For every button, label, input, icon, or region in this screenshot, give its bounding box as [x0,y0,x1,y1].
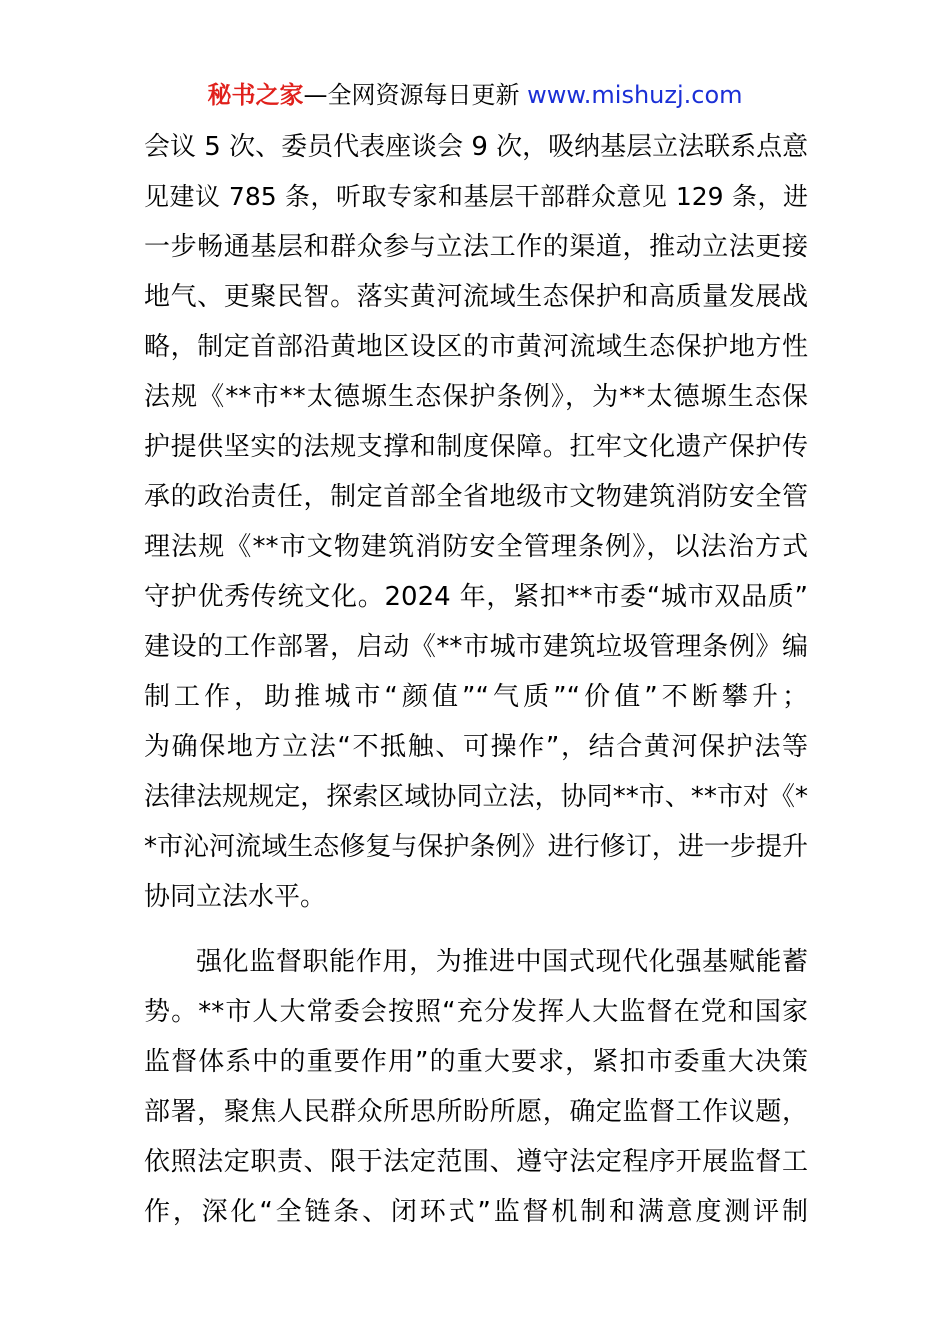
paragraph-supervision [144,937,808,1237]
text-line: 见建议 785 条，听取专家和基层干部群众意见 129 条，进 [144,182,808,211]
text-line: 承的政治责任，制定首部全省地级市文物建筑消防安全管 [144,482,808,512]
text-line: 法律法规规定，探索区域协同立法，协同**市、**市对《* [144,782,808,812]
text-line: 作，深化“全链条、闭环式”监督机制和满意度测评制 [144,1197,808,1227]
text-line: 会议 5 次、委员代表座谈会 9 次，吸纳基层立法联系点意 [144,132,809,162]
text-line: 守护优秀传统文化。2024 年，紧扣**市委“城市双品质” [144,582,808,612]
text-line: 地气、更聚民智。落实黄河流域生态保护和高质量发展战 [144,282,808,312]
text-line: 法规《**市**太德塬生态保护条例》，为**太德塬生态保 [144,382,808,412]
text-line: 协同立法水平。 [144,882,327,912]
text-line: 强化监督职能作用，为推进中国式现代化强基赋能蓄 [196,947,808,977]
site-header [0,78,950,112]
site-brand: 秘书之家 [207,81,304,109]
text-line: 建设的工作部署，启动《**市城市建筑垃圾管理条例》编 [144,632,808,662]
paragraph-legislation [144,122,808,922]
text-line: 为确保地方立法“不抵触、可操作”，结合黄河保护法等 [144,732,808,762]
text-line: 理法规《**市文物建筑消防安全管理条例》，以法治方式 [144,532,808,562]
text-line: 依照法定职责、限于法定范围、遵守法定程序开展监督工 [144,1147,808,1177]
site-url-link[interactable]: www.mishuzj.com [527,81,743,109]
site-tagline: —全网资源每日更新 [303,81,528,109]
text-line: 势。**市人大常委会按照“充分发挥人大监督在党和国家 [144,997,808,1027]
document-body [144,122,808,1237]
text-line: *市沁河流域生态修复与保护条例》进行修订，进一步提升 [144,832,808,862]
text-line: 一步畅通基层和群众参与立法工作的渠道，推动立法更接 [144,232,808,262]
paragraph-gap [144,922,808,937]
text-line: 护提供坚实的法规支撑和制度保障。扛牢文化遗产保护传 [144,432,808,462]
text-line: 监督体系中的重要作用”的重大要求，紧扣市委重大决策 [144,1047,808,1077]
text-line: 部署，聚焦人民群众所思所盼所愿，确定监督工作议题， [144,1097,808,1127]
text-line: 制工作，助推城市“颜值”“气质”“价值”不断攀升； [144,682,808,712]
text-line: 略，制定首部沿黄地区设区的市黄河流域生态保护地方性 [144,332,808,362]
